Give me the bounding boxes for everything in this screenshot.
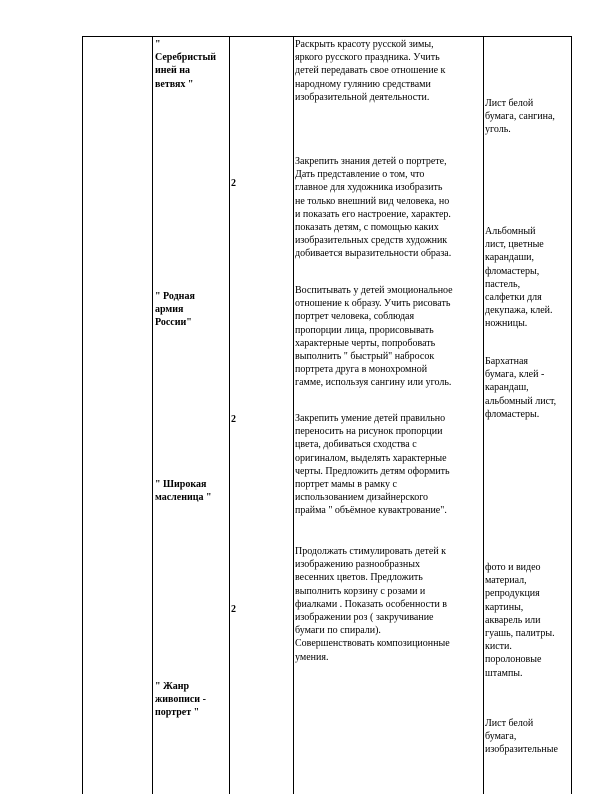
goal-line: изобразительной деятельности.	[295, 91, 430, 103]
theme-line: " Родная	[155, 291, 195, 302]
material-line: репродукция	[485, 588, 540, 600]
goal-line: детей передавать свое отношение к	[295, 65, 446, 77]
table-col-border-3	[229, 36, 230, 794]
theme-line: масленица "	[155, 492, 212, 504]
table-col-border-6	[571, 36, 572, 794]
goal-line: Дать представление о том, что	[295, 169, 425, 181]
material-line: изобразительные	[485, 744, 558, 756]
material-line: декупажа, клей.	[485, 305, 553, 317]
material-line: Бархатная	[485, 356, 528, 367]
goal-line: изобразительных средств художник	[295, 235, 448, 247]
goal-line: портрет человека, соблюдая	[295, 311, 415, 323]
theme-cell-3	[155, 478, 229, 504]
goal-line: Совершенствовать композиционные	[295, 638, 450, 650]
goal-line: фиалками . Показать особенности в	[295, 598, 448, 610]
goal-line: весенних цветов. Предложить	[295, 572, 423, 584]
material-line: Лист белой	[485, 718, 534, 729]
hours-value-1: 2	[231, 178, 236, 189]
theme-line: "	[155, 39, 161, 50]
material-cell-5	[485, 717, 571, 757]
goal-line: выполнить " быстрый" набросок	[295, 351, 435, 363]
goal-line: яркого русского праздника. Учить	[295, 52, 440, 64]
material-line: бумага, сангина,	[485, 111, 555, 123]
goal-cell-5	[295, 545, 483, 664]
goal-line: черты. Предложить детям оформить	[295, 465, 450, 477]
table-col-border-4	[293, 36, 294, 794]
goal-line: Закрепить умение детей правильно	[295, 413, 446, 424]
material-cell-1	[485, 97, 571, 137]
material-line: фото и видео	[485, 562, 541, 573]
material-line: картины,	[485, 601, 524, 613]
material-line: материал,	[485, 575, 527, 587]
goal-line: выполнить корзину с розами и	[295, 585, 426, 597]
table-col-border-1	[82, 36, 83, 794]
theme-line: " Широкая	[155, 479, 207, 490]
goal-line: изображении роз ( закручивание	[295, 612, 434, 624]
theme-line: армия	[155, 304, 184, 316]
material-line: уголь.	[485, 124, 511, 136]
material-line: кисти.	[485, 641, 512, 653]
hours-value-2: 2	[231, 414, 236, 425]
theme-line: иней на	[155, 65, 190, 77]
goal-line: портрета друга в монохромной	[295, 364, 428, 376]
material-line: акварель или	[485, 614, 541, 626]
table-col-border-5	[483, 36, 484, 794]
goal-line: Воспитывать у детей эмоциональное	[295, 285, 453, 296]
material-line: карандаш,	[485, 382, 529, 394]
material-line: Альбомный	[485, 226, 536, 237]
theme-line: России"	[155, 317, 192, 329]
material-line: лист, цветные	[485, 239, 544, 251]
goal-line: пропорции лица, прорисовывать	[295, 324, 434, 336]
goal-line: изображению разнообразных	[295, 559, 420, 571]
goal-line: добивается выразительности образа.	[295, 248, 452, 260]
goal-cell-3	[295, 284, 483, 390]
theme-line: ветвях "	[155, 78, 194, 90]
table-top-border	[82, 36, 572, 37]
material-line: пастель,	[485, 278, 521, 290]
goal-line: не только внешний вид человека, но	[295, 195, 450, 207]
material-cell-4	[485, 561, 571, 680]
theme-line: Серебристый	[155, 52, 217, 64]
goal-cell-2	[295, 155, 483, 261]
material-line: карандаши,	[485, 252, 535, 264]
goal-line: гамме, используя сангину или уголь.	[295, 377, 452, 389]
material-line: гуашь, палитры.	[485, 628, 555, 640]
hours-value-3: 2	[231, 604, 236, 615]
theme-line: портрет "	[155, 707, 200, 719]
goal-line: главное для художника изобразить	[295, 182, 443, 194]
goal-line: отношение к образу. Учить рисовать	[295, 298, 451, 310]
goal-line: бумаги по спирали).	[295, 625, 381, 637]
material-line: штампы.	[485, 667, 523, 679]
goal-line: показать детям, с помощью каких	[295, 222, 439, 234]
goal-line: характерные черты, попробовать	[295, 337, 436, 349]
goal-cell-4	[295, 412, 483, 518]
goal-line: использованием дизайнерского	[295, 492, 429, 504]
goal-line: переносить на рисунок пропорции	[295, 426, 443, 438]
material-line: альбомный лист,	[485, 395, 557, 407]
material-line: салфетки для	[485, 292, 542, 304]
goal-line: цвета, добиваться сходства с	[295, 439, 417, 451]
material-line: бумага, клей -	[485, 369, 545, 381]
theme-cell-4	[155, 680, 229, 720]
material-line: Лист белой	[485, 98, 534, 109]
table-col-border-2	[152, 36, 153, 794]
goal-line: Закрепить знания детей о портрете,	[295, 156, 447, 167]
goal-cell-1	[295, 38, 483, 104]
material-cell-2	[485, 225, 571, 331]
goal-line: народному гулянию средствами	[295, 78, 431, 90]
material-line: бумага,	[485, 731, 517, 743]
goal-line: оригиналом, выделять характерные	[295, 452, 447, 464]
goal-line: Раскрыть красоту русской зимы,	[295, 39, 434, 50]
material-line: поролоновые	[485, 654, 542, 666]
material-line: фломастеры.	[485, 408, 540, 420]
goal-line: и показать его настроение, характер.	[295, 208, 451, 220]
goal-line: прайма " объёмное кувактрование".	[295, 505, 447, 517]
theme-line: живописи -	[155, 694, 206, 706]
material-line: фломастеры,	[485, 265, 540, 277]
theme-cell-2	[155, 290, 229, 330]
material-line: ножницы.	[485, 318, 528, 330]
goal-line: Продолжать стимулировать детей к	[295, 546, 447, 557]
material-cell-3	[485, 355, 571, 421]
goal-line: умения.	[295, 651, 329, 663]
theme-cell-1	[155, 38, 229, 91]
goal-line: портрет мамы в рамку с	[295, 479, 397, 491]
theme-line: " Жанр	[155, 681, 190, 692]
